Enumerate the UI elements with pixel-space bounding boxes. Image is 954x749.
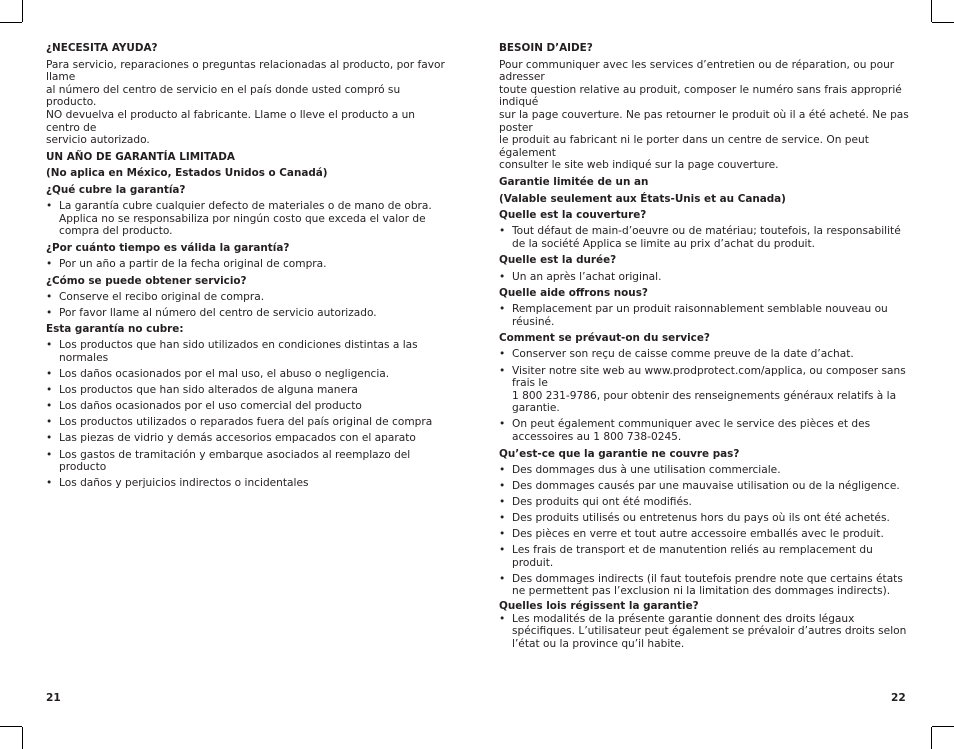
list-item: • Los productos que han sido utilizados en condiciones distintas a las normales	[46, 339, 446, 364]
list-item: • Los productos utilizados o reparados fuera del país original de compra	[46, 416, 446, 429]
list-item	[499, 365, 909, 415]
question-laws-fr: Quelles lois régissent la garantie?	[499, 600, 699, 613]
help-line: servicio autorizado.	[46, 134, 150, 147]
list-item: • Des produits qui ont été modifiés.	[499, 496, 909, 509]
list-item: • Los productos que han sido alterados de alguna manera	[46, 384, 446, 397]
help-line: Pour communiquer avec les services d’entretien ou de réparation, ou pour adresser	[499, 58, 895, 84]
list-item: • Los gastos de tramitación y embarque asociados al reemplazo del producto	[46, 449, 446, 474]
list-item: • Las piezas de vidrio y demás accesorios empacados con el aparato	[46, 432, 446, 445]
crop-mark-bottom-left	[22, 727, 23, 749]
covers-list-es	[46, 200, 446, 238]
crop-mark-bottom-right-h	[932, 726, 954, 727]
crop-mark-top-left	[22, 0, 23, 22]
page-number-right: 22	[891, 692, 906, 704]
not-covered-list-es	[46, 339, 446, 489]
help-line: Para servicio, reparaciones o preguntas relacionadas al producto, por favor llame	[46, 58, 445, 84]
help-line: consulter le site web indiqué sur la page couverture.	[499, 159, 779, 172]
heading-warranty-fr: Garantie limitée de un an	[499, 175, 649, 188]
service-list-es	[46, 291, 446, 320]
heading-help-es: ¿NECESITA AYUDA?	[46, 42, 158, 54]
list-item: • On peut également communiquer avec le service des pièces et des accessoires au 1 800 738-0245.	[499, 418, 909, 443]
list-item: • Conserve el recibo original de compra.	[46, 291, 446, 304]
crop-mark-top-left-h	[0, 22, 22, 23]
list-item: • Des dommages causés par une mauvaise utilisation ou de la négligence.	[499, 480, 909, 493]
help-line: al número del centro de servicio en el país donde usted compró su producto.	[46, 83, 401, 109]
warranty-note-es: (No aplica en México, Estados Unidos o Canadá)	[46, 167, 328, 180]
service-line: 1 800 231-9786, pour obtenir des renseignements généraux relatifs à la garantie.	[512, 389, 897, 415]
question-not-covered-fr: Qu’est-ce que la garantie ne couvre pas?	[499, 447, 740, 460]
question-covers-es: ¿Qué cubre la garantía?	[46, 183, 186, 196]
list-item: • Des dommages indirects (il faut toutefois prendre note que certains états ne permettent pas l’exclusion ni la limitation des dommages indirects).	[499, 573, 909, 598]
list-item: • Un an après l’achat original.	[499, 271, 909, 284]
list-item: • Les frais de transport et de manutention reliés au remplacement du produit.	[499, 544, 909, 569]
warranty-note-fr: (Valable seulement aux États-Unis et au Canada)	[499, 192, 786, 205]
question-help-fr: Quelle aide offrons nous?	[499, 287, 648, 300]
help-line: toute question relative au produit, composer le numéro sans frais approprié indiqué	[499, 83, 902, 109]
service-list-fr	[499, 348, 909, 443]
question-covers-fr: Quelle est la couverture?	[499, 209, 647, 222]
list-item: • Remplacement par un produit raisonnablement semblable nouveau ou réusiné.	[499, 303, 909, 328]
crop-mark-bottom-right	[931, 727, 932, 749]
list-item: • Les modalités de la présente garantie donnent des droits légaux spécifiques. L’utilisateur peut également se prévaloir d’autres droits selon l’état ou la province qu’il habite.	[499, 613, 909, 651]
question-duration-fr: Quelle est la durée?	[499, 254, 617, 267]
help-text-fr	[499, 59, 909, 172]
list-item: • Por un año a partir de la fecha original de compra.	[46, 258, 446, 271]
crop-mark-top-right	[931, 0, 932, 22]
list-item: • Los daños y perjuicios indirectos o incidentales	[46, 477, 446, 490]
heading-help-fr: BESOIN D’AIDE?	[499, 42, 593, 54]
crop-mark-top-right-h	[932, 22, 954, 23]
list-item: • Por favor llame al número del centro de servicio autorizado.	[46, 307, 446, 320]
help-line: sur la page couverture. Ne pas retourner le produit où il a été acheté. Ne pas poster	[499, 108, 909, 134]
left-page-column	[46, 42, 446, 490]
list-item: • La garantía cubre cualquier defecto de materiales o de mano de obra. Applica no se responsabiliza por ningún costo que exceda el valor de compra del producto.	[46, 200, 446, 238]
crop-mark-bottom-left-h	[0, 726, 22, 727]
list-item: • Los daños ocasionados por el uso comercial del producto	[46, 400, 446, 413]
help-line: le produit au fabricant ni le porter dans un centre de service. On peut également	[499, 134, 869, 159]
question-service-fr: Comment se prévaut-on du service?	[499, 332, 710, 345]
question-service-es: ¿Cómo se puede obtener servicio?	[46, 274, 247, 287]
question-duration-es: ¿Por cuánto tiempo es válida la garantía?	[46, 241, 290, 254]
list-item: • Des dommages dus à une utilisation commerciale.	[499, 464, 909, 477]
laws-list-fr	[499, 613, 909, 651]
list-item: • Des produits utilisés ou entretenus hors du pays où ils ont été achetés.	[499, 512, 909, 525]
help-text-es	[46, 59, 446, 147]
not-covered-list-fr	[499, 464, 909, 598]
covers-list-fr	[499, 225, 909, 250]
duration-list-es	[46, 258, 446, 271]
duration-list-fr	[499, 271, 909, 284]
help-list-fr	[499, 303, 909, 328]
list-item: • Des pièces en verre et tout autre accessoire emballés avec le produit.	[499, 528, 909, 541]
service-line: Visiter notre site web au www.prodprotect.com/applica, ou composer sans frais le	[512, 364, 906, 390]
help-line: NO devuelva el producto al fabricante. Llame o lleve el producto a un centro de	[46, 108, 416, 134]
list-item: • Tout défaut de main-d’oeuvre ou de matériau; toutefois, la responsabilité de la société Applica se limite au prix d’achat du produit.	[499, 225, 909, 250]
list-item: • Conserver son reçu de caisse comme preuve de la date d’achat.	[499, 348, 909, 361]
list-item: • Los daños ocasionados por el mal uso, el abuso o negligencia.	[46, 368, 446, 381]
page-number-left: 21	[46, 692, 61, 704]
right-page-column	[499, 42, 909, 650]
question-not-covered-es: Esta garantía no cubre:	[46, 323, 184, 336]
heading-warranty-es: UN AÑO DE GARANTÍA LIMITADA	[46, 150, 235, 163]
